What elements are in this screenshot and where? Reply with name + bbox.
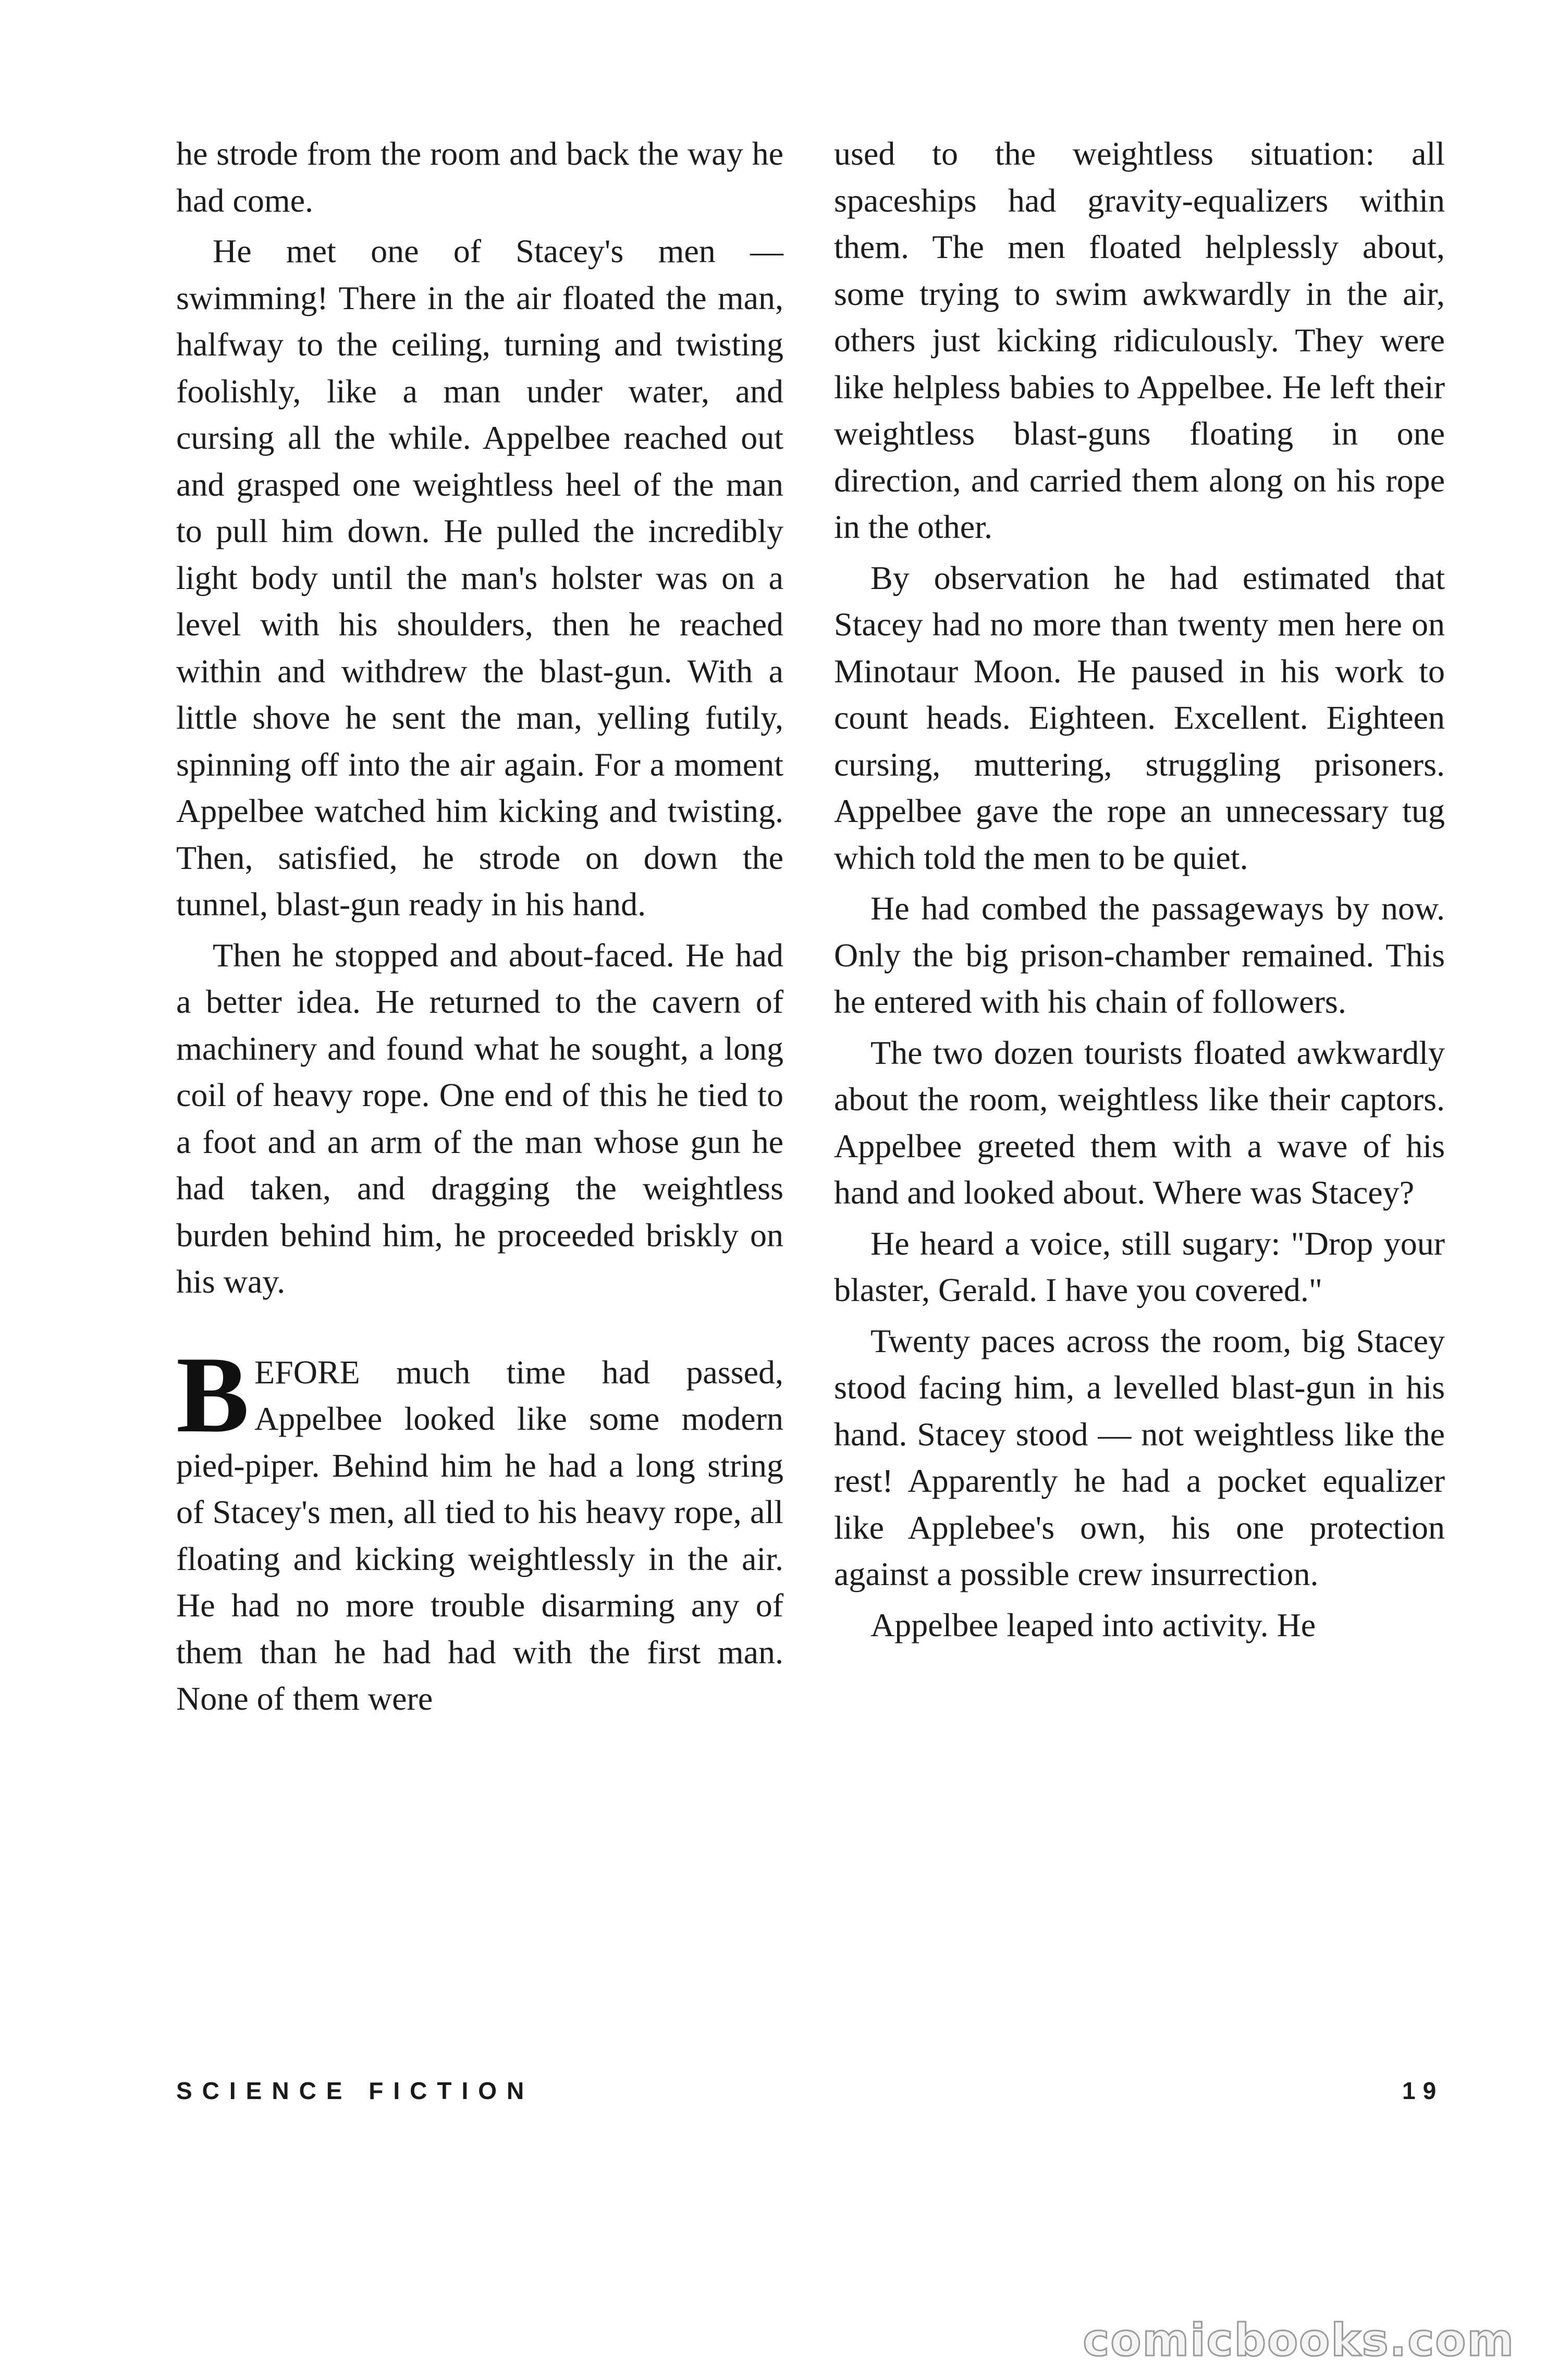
dropcap-paragraph [176, 1334, 783, 1722]
left-text-column [176, 130, 783, 1726]
paragraph: Twenty paces across the room, big Stacey stood facing him, a levelled blast-gun in his hand. Stacey stood — not weightless like the rest! Apparently he had a pocket equalizer like Applebee's own, his one protection against a possible crew insurrection. [834, 1322, 1445, 1592]
paragraph: used to the weightless situation: all spaceships had gravity-equalizers within them. The men floated helplessly about, some trying to swim awkwardly in the air, others just kicking ridiculously. They were like helpless babies to Appelbee. He left their weightless blast-guns floating in one direction, and carried them along on his rope in the other. [834, 135, 1445, 545]
dropcap-paragraph-text: EFORE much time had passed, Appelbee looked like some modern pied-piper. Behind him he had a long string of Stacey's men, all tied to his heavy rope, all floating and kicking weightlessly in the air. He had no more trouble disarming any of them than he had had with the first man. None of them were [176, 1353, 783, 1717]
paragraph: The two dozen tourists floated awkwardly about the room, weightless like their captors. Appelbee greeted them with a wave of his hand and looked about. Where was Stacey? [834, 1034, 1445, 1211]
site-watermark: comicbooks.com [1083, 2314, 1515, 2366]
page-number: 19 [1402, 2077, 1444, 2104]
paragraph: Then he stopped and about-faced. He had a better idea. He returned to the cavern of machinery and found what he sought, a long coil of heavy rope. One end of this he tied to a foot and an arm of the man whose gun he had taken, and dragging the weightless burden behind him, he proceeded briskly on his way. [176, 936, 783, 1300]
paragraph: By observation he had estimated that Stacey had no more than twenty men here on Minotaur Moon. He paused in his work to count heads. Eighteen. Excellent. Eighteen cursing, muttering, struggling prisoners. Appelbee gave the rope an unnecessary tug which told the men to be quiet. [834, 559, 1445, 876]
paragraph: He met one of Stacey's men — swimming! There in the air floated the man, halfway to the ceiling, turning and twisting foolishly, like a man under water, and cursing all the while. Appelbee reached out and grasped one weightless heel of the man to pull him down. He pulled the incredibly light body until the man's holster was on a level with his shoulders, then he reached within and withdrew the blast-gun. With a little shove he sent the man, yelling futily, spinning off into the air again. For a moment Appelbee watched him kicking and twisting. Then, satisfied, he strode on down the tunnel, blast-gun ready in his hand. [176, 232, 783, 923]
right-text-column [834, 130, 1445, 1652]
drop-cap-letter: B [176, 1334, 250, 1455]
magazine-name-footer: SCIENCE FICTION [176, 2077, 534, 2104]
paragraph: He heard a voice, still sugary: "Drop your blaster, Gerald. I have you covered." [834, 1224, 1445, 1308]
paragraph: he strode from the room and back the way he had come. [176, 135, 783, 219]
paragraph: Appelbee leaped into activity. He [870, 1606, 1316, 1643]
paragraph: He had combed the passageways by now. Only the big prison-chamber remained. This he entered with his chain of followers. [834, 890, 1445, 1020]
